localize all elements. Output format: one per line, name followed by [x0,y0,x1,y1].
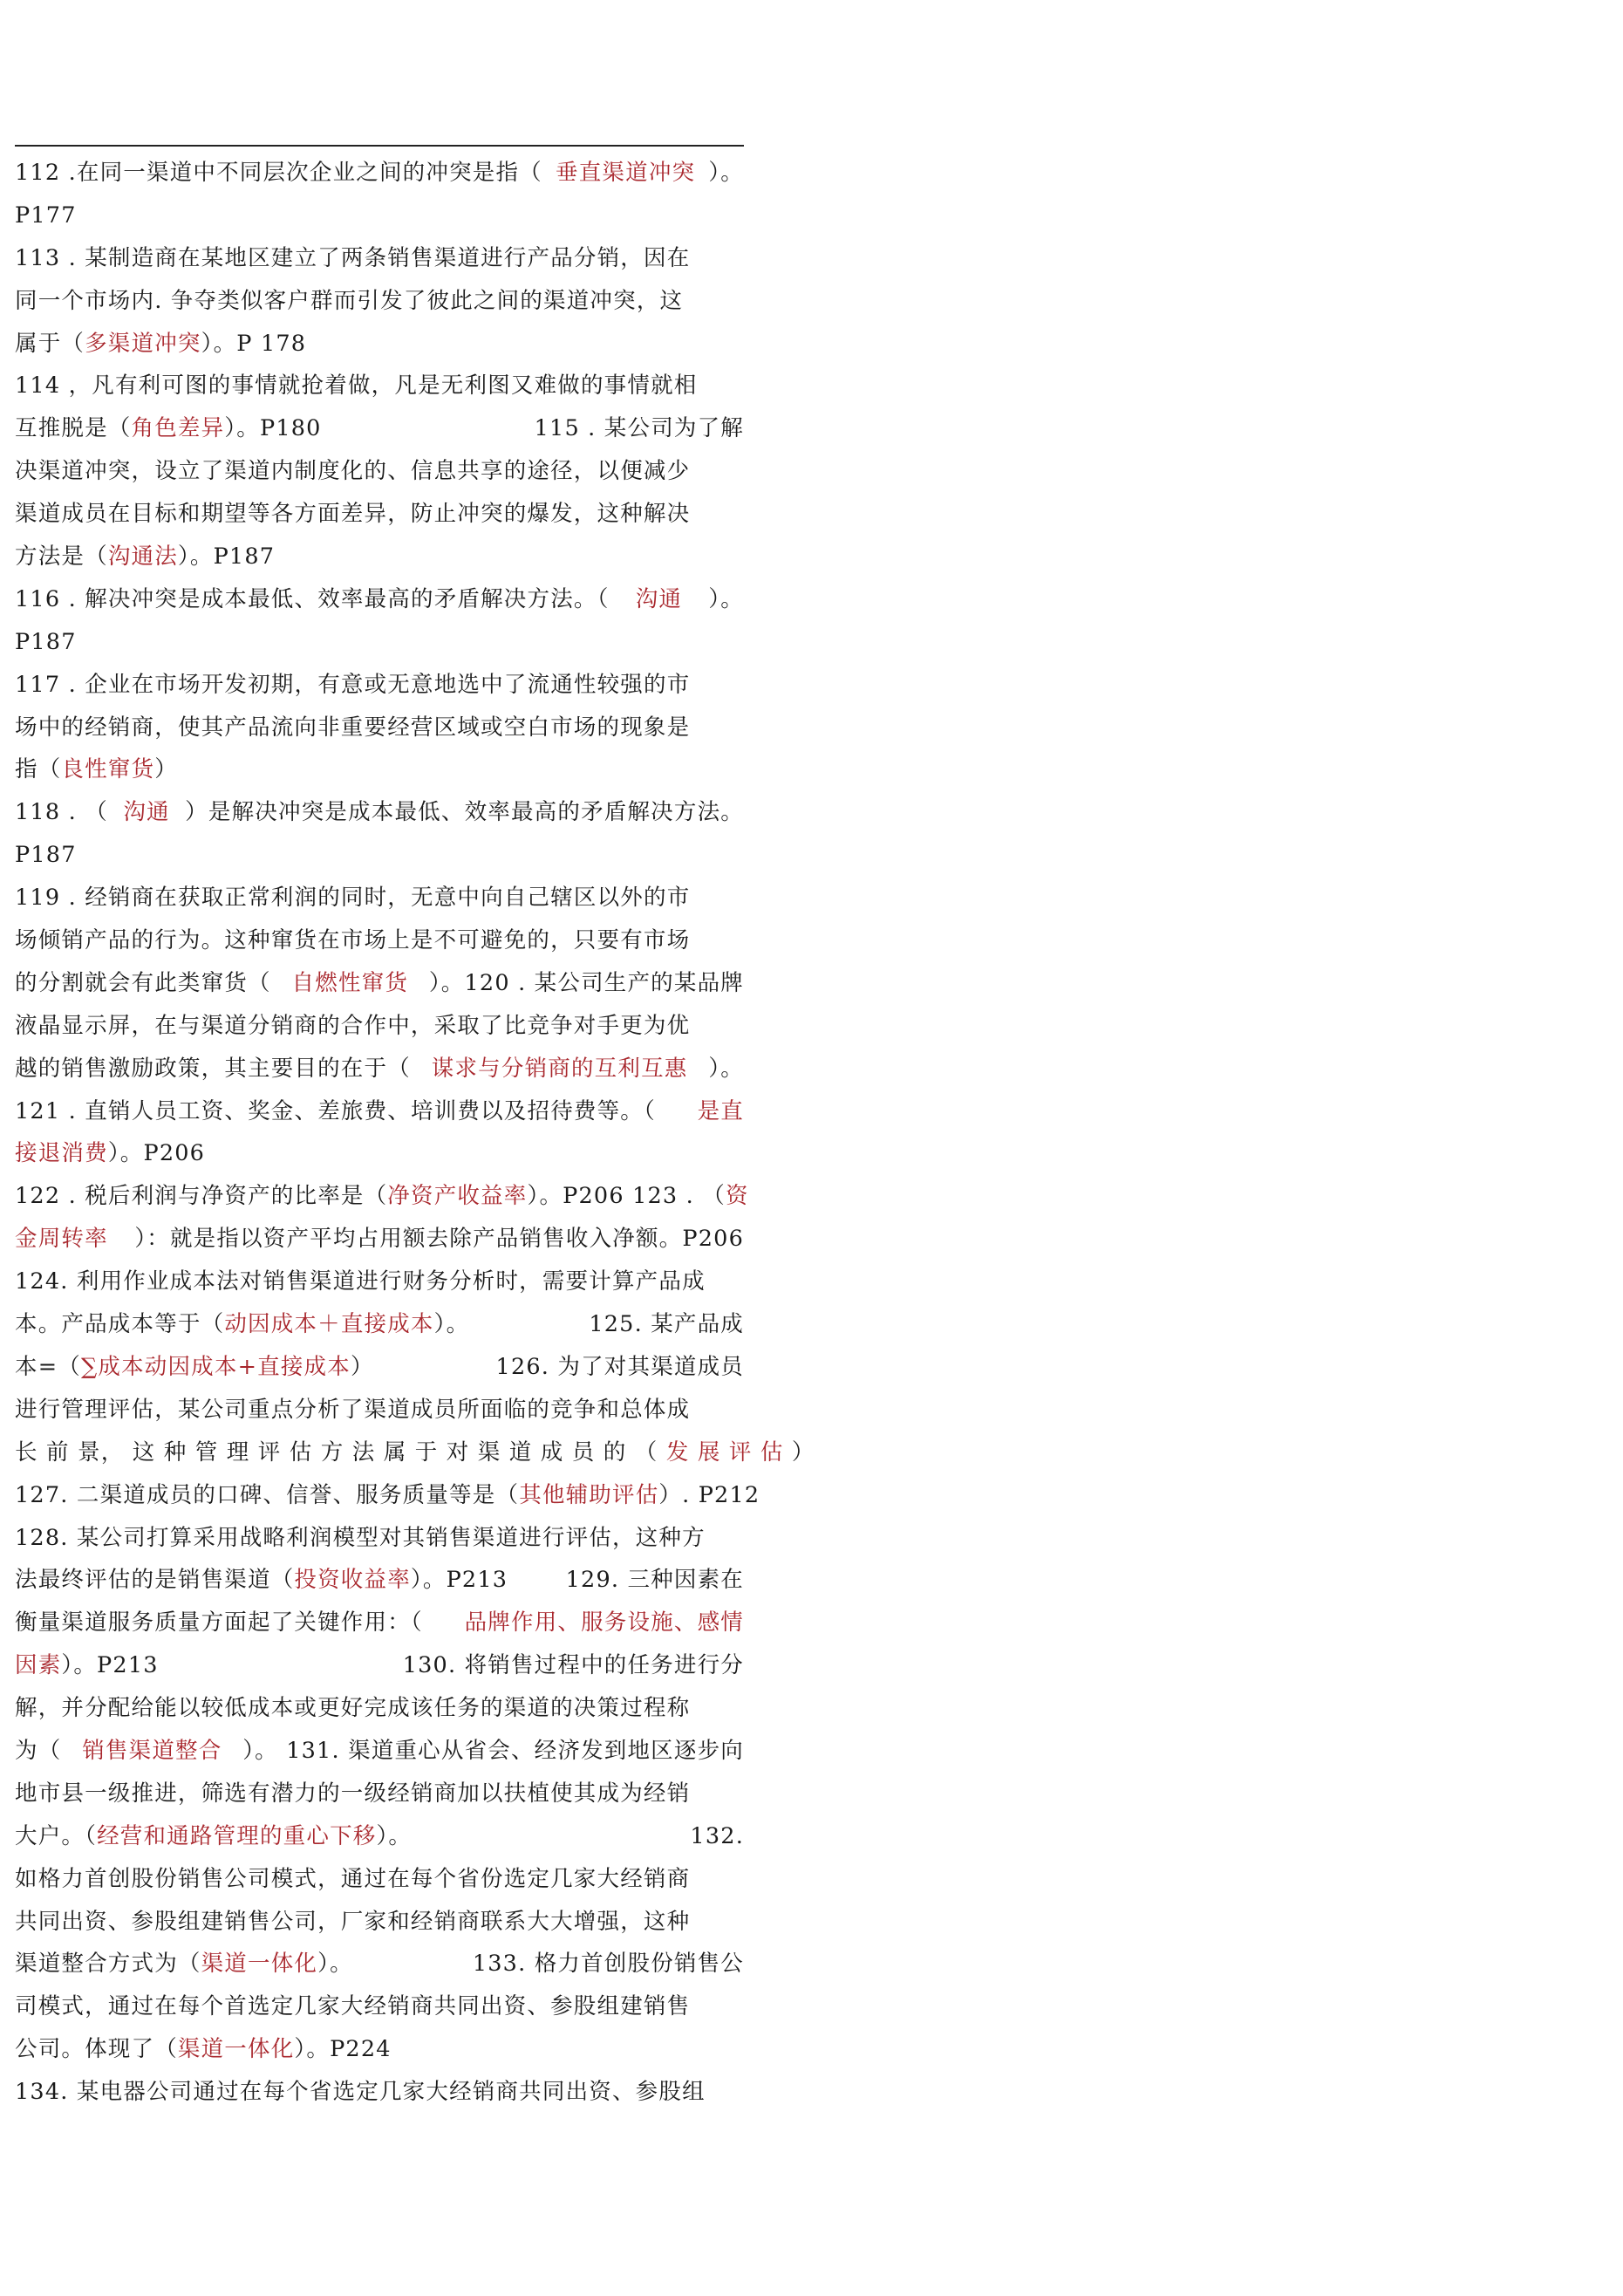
question-text: 121 . 直销人员工资、奖金、差旅费、培训费以及招待费等。（ [15,1097,656,1124]
question-text: 117 . 企业在市场开发初期，有意或无意地选中了流通性较强的市 [15,671,691,698]
question-text: 长 前 景， 这 种 管 理 评 估 方 法 属 于 对 渠 道 成 员 的 （ [15,1438,666,1466]
text-line [15,1048,744,1090]
question-text: 决渠道冲突，设立了渠道内制度化的、信息共享的途径，以便减少 [15,458,691,485]
text-line [15,1730,744,1773]
question-text: 134. 某电器公司通过在每个省选定几家大经销商共同出资、参股组 [15,2079,706,2106]
question-text: 互推脱是（ [15,415,132,442]
question-list [15,152,815,2114]
question-text: P187 [15,842,77,869]
question-text: ）：就是指以资产平均占用额去除产品销售收入净额。P206 [134,1226,744,1253]
question-text: 地市县一级推进，筛选有潜力的一级经销商加以扶植使其成为经销 [15,1780,691,1807]
question-text: 132. [690,1822,744,1849]
text-line [15,1218,744,1261]
question-text: ） [350,1353,374,1380]
question-text: 122 . 税后利润与净资产的比率是（ [15,1183,388,1210]
text-line [15,1602,744,1644]
question-text: 126. 为了对其渠道成员 [495,1353,744,1380]
question-text: ）。P206 123 . （ [527,1183,726,1210]
text-line [15,2071,744,2114]
question-text: 公司。体现了（ [15,2036,178,2063]
text-line [15,195,744,237]
text-line [15,1943,744,1985]
answer-text: 角色差异 [131,415,225,442]
question-text: 116 . 解决冲突是成本最低、效率最高的矛盾解决方法。（ [15,585,610,612]
question-text: ）。 [708,160,744,186]
answer-text: 沟通 [123,799,170,826]
question-text: 进行管理评估，某公司重点分析了渠道成员所面临的竞争和总体成 [15,1396,691,1423]
question-text: ） [783,1438,815,1466]
line-gap [159,1644,403,1687]
text-line [15,1474,760,1517]
question-text: ）。P224 [294,2036,392,2063]
answer-text: 动因成本＋直接成本 [224,1311,434,1338]
question-text: P177 [15,202,77,229]
text-line [15,1005,744,1048]
question-text: 衡量渠道服务质量方面起了关键作用：（ [15,1609,423,1637]
answer-text: 是直 [697,1097,744,1124]
question-text: ）。 [376,1822,413,1849]
line-gap [469,1303,589,1346]
question-text: 119 . 经销商在获取正常利润的同时，无意中向自己辖区以外的市 [15,885,691,912]
answer-text: 发 展 评 估 [665,1438,784,1466]
text-line [15,1175,749,1218]
question-text: 128. 某公司打算采用战略利润模型对其销售渠道进行评估，这种方 [15,1524,706,1551]
question-text: 液晶显示屏，在与渠道分销商的合作中，采取了比竞争对手更为优 [15,1012,691,1039]
question-text: ）。P187 [177,543,276,571]
text-line [15,791,744,834]
question-text: 司模式，通过在每个首选定几家大经销商共同出资、参股组建销售 [15,1993,691,2020]
text-line [15,1132,744,1175]
text-line [15,365,744,407]
answer-text: 其他辅助评估 [519,1481,659,1508]
text-line [15,323,744,366]
text-line [15,707,744,749]
answer-text: 金周转率 [15,1226,108,1253]
text-line [15,152,744,195]
text-line [15,919,744,962]
question-text: ）. P212 [658,1481,760,1508]
question-text: 同一个市场内. 争夺类似客户群而引发了彼此之间的渠道冲突，这 [15,287,684,314]
answer-text: ∑成本动因成本+直接成本 [80,1353,351,1380]
text-line [15,1687,744,1730]
question-text: ）。P206 [107,1140,206,1167]
text-line [15,1644,744,1687]
question-text: 125. 某产品成 [589,1311,744,1338]
line-gap [322,407,535,450]
question-text: 112 .在同一渠道中不同层次企业之间的冲突是指（ [15,160,542,186]
text-line [15,834,744,877]
answer-text: 渠道一体化 [201,1951,318,1978]
answer-text: 渠道一体化 [177,2036,295,2063]
question-text: 的分割就会有此类窜货（ [15,969,271,996]
question-text: 115 . 某公司为了解 [534,415,744,442]
text-line [15,664,744,707]
text-line [15,621,744,664]
text-line [15,877,744,919]
question-text: 渠道整合方式为（ [15,1951,201,1978]
text-line [15,1858,744,1901]
text-line [15,1815,744,1858]
question-text: 共同出资、参股组建销售公司，厂家和经销商联系大大增强，这种 [15,1908,691,1935]
question-text: ）。 [708,585,744,612]
answer-text: 良性窜货 [61,756,155,783]
text-line [15,450,744,493]
answer-text: 净资产收益率 [387,1183,528,1210]
question-text: 133. 格力首创股份销售公 [472,1951,744,1978]
text-line [15,1090,744,1133]
answer-text: 资 [725,1183,749,1210]
question-text: ）。 [708,1055,744,1082]
question-text: ）是解决冲突是成本最低、效率最高的矛盾解决方法。 [185,799,744,826]
question-text: 本=（ [15,1353,81,1380]
question-text: 属于（ [15,330,85,357]
question-text: 场倾销产品的行为。这种窜货在市场上是不可避免的，只要有市场 [15,927,691,954]
question-text: ）。120 . 某公司生产的某品牌 [428,969,744,996]
text-line [15,1389,744,1432]
question-text: P187 [15,628,77,655]
text-line [15,1773,744,1815]
text-line [15,1517,744,1560]
text-line [15,1261,744,1303]
question-text: ）。P213 [410,1567,508,1594]
answer-text: 垂直渠道冲突 [556,160,696,186]
answer-text: 谋求与分销商的互利互惠 [431,1055,688,1082]
text-line [15,1559,744,1602]
text-line [15,493,744,536]
answer-text: 因素 [15,1652,62,1679]
text-line [15,962,744,1005]
answer-text: 自燃性窜货 [291,969,409,996]
question-text: 127. 二渠道成员的口碑、信誉、服务质量等是（ [15,1481,520,1508]
question-text: ）。 [433,1311,470,1338]
text-line [15,536,744,578]
line-gap [353,1943,473,1985]
question-text: 场中的经销商，使其产品流向非重要经营区域或空白市场的现象是 [15,714,691,741]
question-text: ）。P180 [224,415,322,442]
question-text: 指（ [15,756,62,783]
question-text: 130. 将销售过程中的任务进行分 [402,1652,744,1679]
question-text: 129. 三种因素在 [565,1567,744,1594]
question-text: ）。 [317,1951,353,1978]
document-page [15,145,815,2131]
page-bottom-space [15,2114,744,2131]
question-text: 124. 利用作业成本法对销售渠道进行财务分析时，需要计算产品成 [15,1268,706,1295]
answer-text: 多渠道冲突 [85,330,201,357]
question-text: 118 . （ [15,799,108,826]
text-line [15,748,744,791]
text-line [15,407,744,450]
question-text: ） [154,756,178,783]
text-line [15,1901,744,1944]
text-line [15,1985,744,2028]
text-line [15,1346,744,1389]
question-text: 越的销售激励政策，其主要目的在于（ [15,1055,411,1082]
answer-text: 销售渠道整合 [82,1737,222,1764]
question-text: ）。P 178 [201,330,307,357]
question-text: 法最终评估的是销售渠道（ [15,1567,295,1594]
question-text: 如格力首创股份销售公司模式，通过在每个省份选定几家大经销商 [15,1865,691,1892]
header-rule [15,145,744,147]
question-text: 渠道成员在目标和期望等各方面差异，防止冲突的爆发，这种解决 [15,501,691,528]
line-gap [374,1346,496,1389]
answer-text: 接退消费 [15,1140,108,1167]
text-line [15,2028,744,2071]
line-gap [508,1559,565,1602]
answer-text: 品牌作用、服务设施、感情 [464,1609,744,1637]
question-text: 大户。（ [15,1822,98,1849]
question-text: 为（ [15,1737,62,1764]
answer-text: 沟通 [635,585,683,612]
text-line [15,578,744,621]
text-line [15,1303,744,1346]
question-text: 114 ，凡有利可图的事情就抢着做，凡是无利图又难做的事情就相 [15,372,698,400]
text-line [15,237,744,280]
answer-text: 沟通法 [107,543,178,571]
question-text: 113 . 某制造商在某地区建立了两条销售渠道进行产品分销，因在 [15,244,691,271]
question-text: ）。 131. 渠道重心从省会、经济发到地区逐步向 [242,1737,744,1764]
text-line [15,1432,815,1474]
question-text: 解，并分配给能以较低成本或更好完成该任务的渠道的决策过程称 [15,1695,691,1722]
answer-text: 投资收益率 [294,1567,411,1594]
answer-text: 经营和通路管理的重心下移 [97,1822,377,1849]
text-line [15,280,744,323]
question-text: 方法是（ [15,543,108,571]
line-gap [412,1815,690,1858]
question-text: ）。P213 [61,1652,159,1679]
question-text: 本。产品成本等于（ [15,1311,225,1338]
